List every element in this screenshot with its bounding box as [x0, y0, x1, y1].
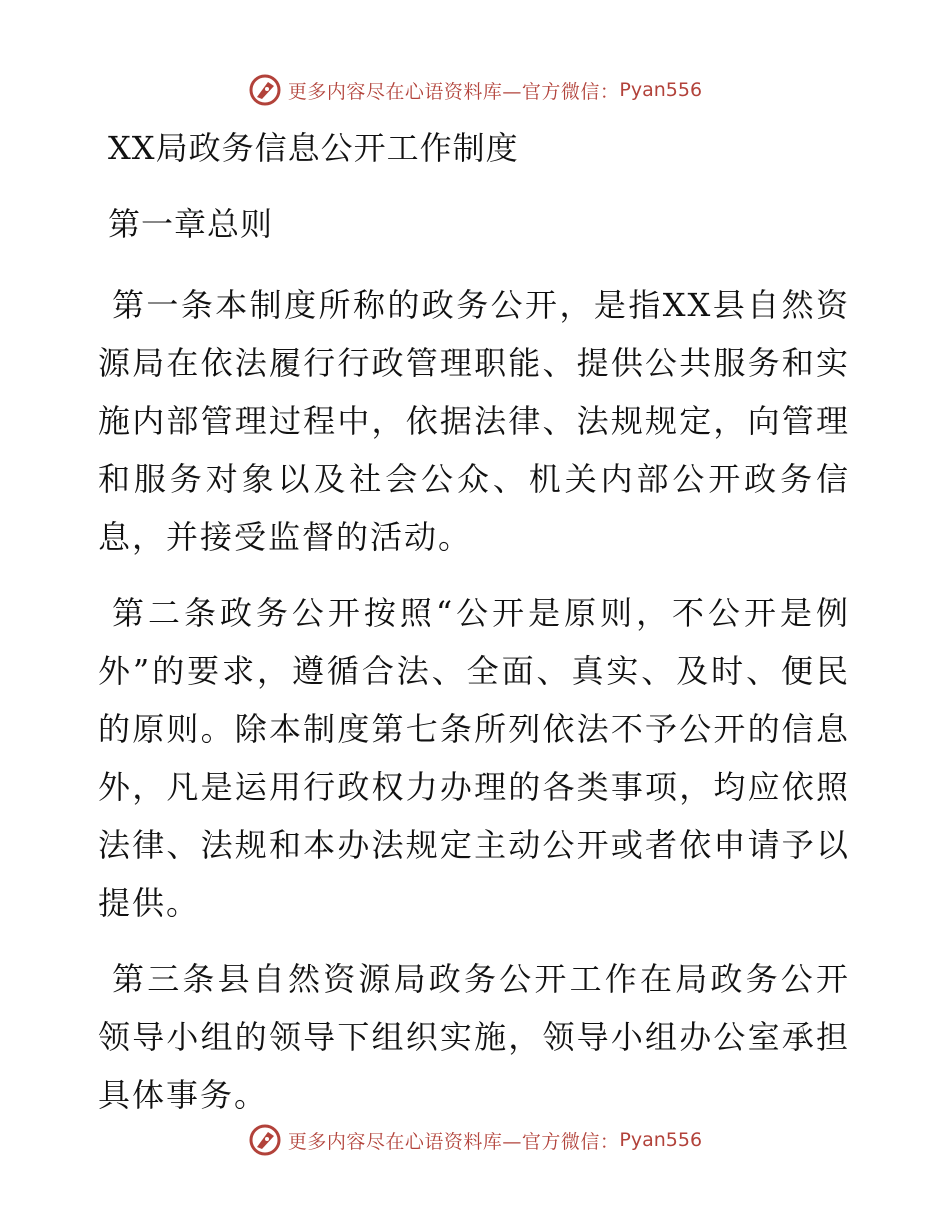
article-paragraph-3: 第三条县自然资源局政务公开工作在局政务公开领导小组的领导下组织实施，领导小组办公室承担具体事务。: [98, 960, 850, 1114]
pen-nib-logo-icon: [248, 73, 282, 107]
watermark-wechat-id: Pyan556: [619, 1129, 703, 1151]
pen-nib-logo-icon: [248, 1123, 282, 1157]
article-paragraph-2: 第二条政务公开按照“公开是原则，不公开是例外”的要求，遵循合法、全面、真实、及时、便民的原则。除本制度第七条所列依法不予公开的信息外，凡是运用行政权力办理的各类事项，均应依照法律、法规和本办法规定主动公开或者依申请予以提供。: [98, 594, 850, 922]
chapter-heading: 第一章总则: [108, 205, 274, 243]
document-body: [98, 122, 850, 1142]
header-watermark: [0, 70, 950, 110]
footer-watermark: [0, 1120, 950, 1160]
watermark-text: 更多内容尽在心语资料库—官方微信：: [287, 80, 620, 103]
document-title: XX局政务信息公开工作制度: [108, 129, 519, 167]
watermark-text: 更多内容尽在心语资料库—官方微信：: [287, 1130, 620, 1153]
watermark-wechat-id: Pyan556: [619, 79, 703, 101]
article-paragraph-1: 第一条本制度所称的政务公开，是指XX县自然资源局在依法履行行政管理职能、提供公共服务和实施内部管理过程中，依据法律、法规规定，向管理和服务对象以及社会公众、机关内部公开政务信息，并接受监督的活动。: [98, 286, 850, 556]
